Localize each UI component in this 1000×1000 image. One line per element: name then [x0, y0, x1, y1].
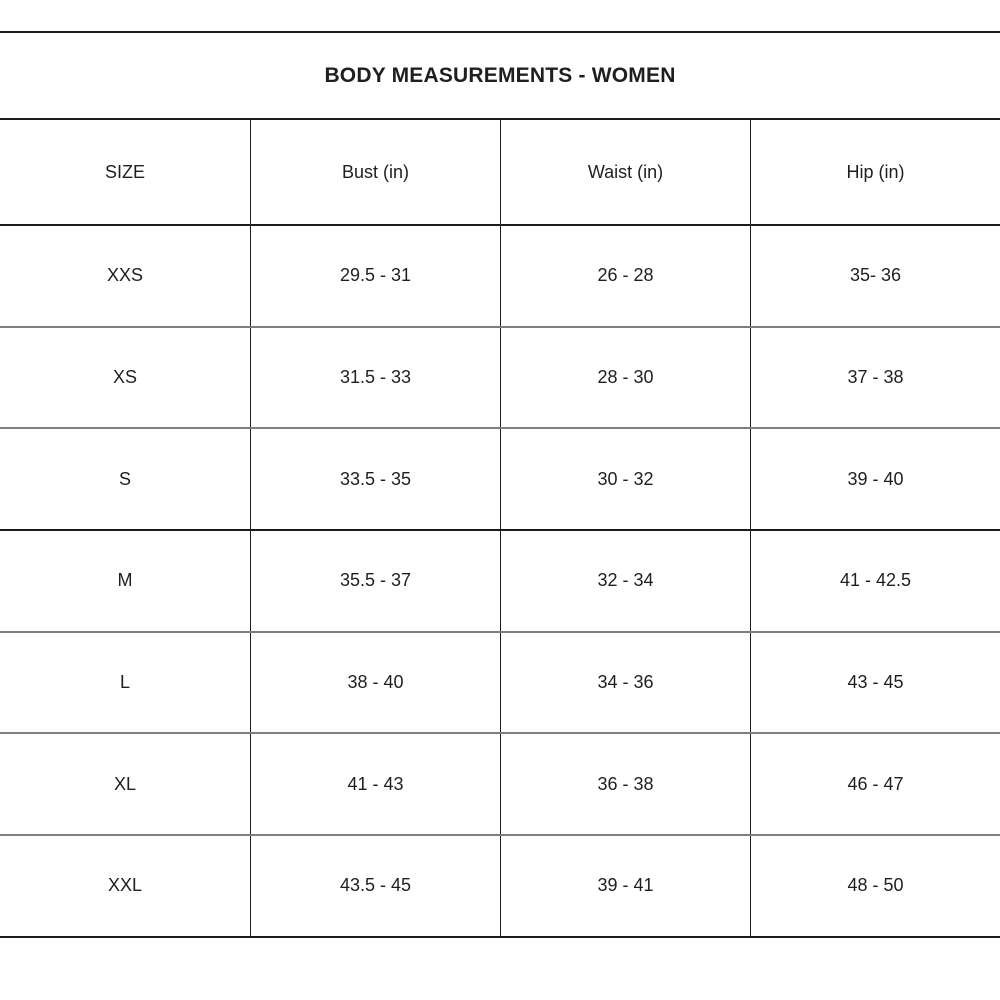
waist-cell: 39 - 41	[500, 836, 750, 936]
bust-cell: 33.5 - 35	[250, 429, 500, 529]
waist-cell: 26 - 28	[500, 226, 750, 326]
table-row-xxs	[0, 226, 1000, 328]
table-row-s	[0, 429, 1000, 531]
table-row-m	[0, 531, 1000, 633]
waist-cell: 30 - 32	[500, 429, 750, 529]
bust-cell: 43.5 - 45	[250, 836, 500, 936]
hip-cell: 48 - 50	[750, 836, 1000, 936]
page-title: BODY MEASUREMENTS - WOMEN	[324, 63, 676, 87]
hip-cell: 35- 36	[750, 226, 1000, 326]
waist-cell: 34 - 36	[500, 633, 750, 733]
size-cell: XS	[112, 367, 137, 388]
table-row-xxl	[0, 836, 1000, 938]
header-cell-size: SIZE	[104, 161, 145, 182]
waist-cell: 32 - 34	[500, 531, 750, 631]
size-cell: XL	[113, 773, 137, 794]
hip-cell: 41 - 42.5	[750, 531, 1000, 631]
table-row-l	[0, 633, 1000, 735]
hip-cell: 43 - 45	[750, 633, 1000, 733]
hip-cell: 46 - 47	[750, 734, 1000, 834]
size-cell: S	[118, 468, 131, 489]
bust-cell: 38 - 40	[250, 633, 500, 733]
size-chart-table	[0, 31, 1000, 938]
header-cell-waist: Waist (in)	[500, 120, 750, 224]
hip-cell: 37 - 38	[750, 328, 1000, 428]
size-cell: XXL	[107, 875, 143, 896]
hip-cell: 39 - 40	[750, 429, 1000, 529]
waist-cell: 28 - 30	[500, 328, 750, 428]
bust-cell: 31.5 - 33	[250, 328, 500, 428]
size-cell: L	[119, 672, 130, 693]
header-row	[0, 120, 1000, 226]
bust-cell: 29.5 - 31	[250, 226, 500, 326]
page	[0, 31, 1000, 1000]
size-cell: M	[117, 570, 133, 591]
header-cell-bust: Bust (in)	[250, 120, 500, 224]
table-body	[0, 226, 1000, 938]
bust-cell: 35.5 - 37	[250, 531, 500, 631]
table-row-xl	[0, 734, 1000, 836]
size-cell: XXS	[106, 265, 144, 286]
bust-cell: 41 - 43	[250, 734, 500, 834]
table-title-row	[0, 33, 1000, 120]
waist-cell: 36 - 38	[500, 734, 750, 834]
header-cell-hip: Hip (in)	[750, 120, 1000, 224]
table-row-xs	[0, 328, 1000, 430]
